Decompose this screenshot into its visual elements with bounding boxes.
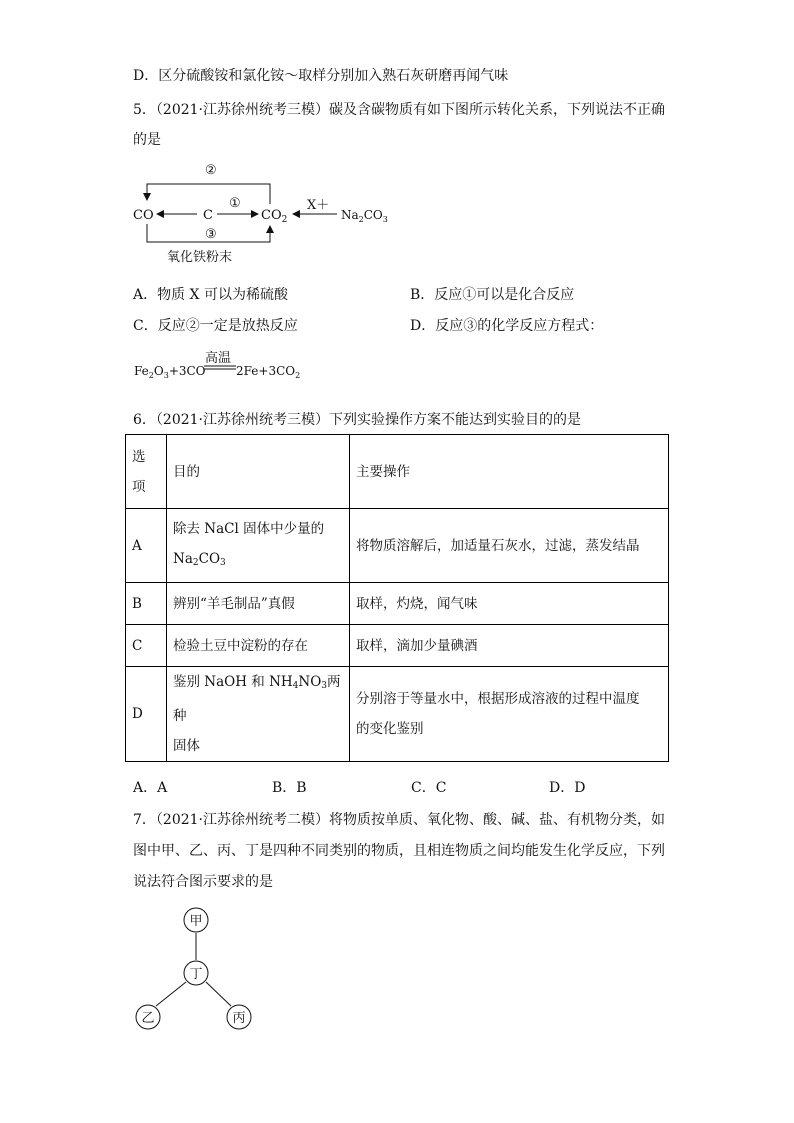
svg-text:乙: 乙 (141, 1011, 155, 1026)
q6-choice-b: B．B (272, 780, 307, 796)
q5-option-c: C．反应②一定是放热反应 (133, 318, 298, 334)
q5-carbon-diagram (125, 158, 425, 270)
q5-option-b: B．反应①可以是化合反应 (410, 287, 575, 303)
svg-text:丙: 丙 (232, 1011, 246, 1026)
header-operation: 主要操作 (350, 435, 669, 509)
q7-relation-diagram (130, 902, 260, 1034)
q5-stem-line2: 的是 (133, 132, 161, 148)
q7-stem-line1: 7．（2021·江苏徐州统考二模）将物质按单质、氧化物、酸、碱、盐、有机物分类，如 (133, 812, 665, 828)
row-a-operation: 将物质溶解后，加适量石灰水，过滤，蒸发结晶 (350, 509, 669, 583)
formula-co2: $CO_2$ (261, 208, 288, 225)
formula-c: C (203, 208, 213, 223)
row-b-purpose: 辨别“羊毛制品”真假 (167, 583, 350, 625)
table-row (126, 667, 669, 762)
node-yi (136, 1005, 160, 1029)
q6-choice-d: D．D (549, 780, 586, 796)
label-2: ② (205, 163, 217, 178)
row-d-option: D (126, 667, 167, 762)
row-c-operation: 取样，滴加少量碘酒 (350, 625, 669, 667)
q6-stem: 6．（2021·江苏徐州统考三模）下列实验操作方案不能达到实验目的的是 (133, 412, 581, 428)
formula-na2co3: $Na_2CO_3$ (341, 208, 388, 224)
row-d-purpose: 鉴别 NaOH 和 $NH_4NO_3$两种 固体 (167, 667, 350, 762)
table-row (126, 625, 669, 667)
q6-choice-a: A．A (133, 780, 168, 796)
label-3: ③ (205, 227, 217, 242)
header-option: 选 项 (126, 435, 167, 509)
svg-text:2Fe+3CO2: $2Fe+3CO_2$ (236, 364, 301, 380)
equation-condition: 高温 (205, 351, 232, 366)
row-d-operation: 分别溶于等量水中，根据形成溶液的过程中温度 的变化鉴别 (350, 667, 669, 762)
node-bing (227, 1005, 251, 1029)
header-purpose: 目的 (167, 435, 350, 509)
table-row (126, 583, 669, 625)
svg-text:丁: 丁 (189, 967, 203, 982)
q7-stem-line3: 说法符合图示要求的是 (133, 874, 273, 890)
q5-option-a: A．物质 X 可以为稀硫酸 (133, 287, 288, 303)
node-ding (184, 961, 208, 985)
row-c-purpose: 检验土豆中淀粉的存在 (167, 625, 350, 667)
q7-stem-line2: 图中甲、乙、丙、丁是四种不同类别的物质，且相连物质之间均能发生化学反应，下列 (133, 843, 665, 859)
svg-text:Fe2O3+3CO: $Fe_2O_3+3CO$ (134, 364, 206, 380)
arrow-reaction-2 (147, 184, 270, 204)
svg-text:甲: 甲 (189, 914, 203, 929)
label-x-plus: X＋ (307, 198, 330, 213)
label-iron-oxide: 氧化铁粉末 (167, 250, 233, 265)
q6-table (125, 434, 669, 762)
link-ding-bing (206, 982, 231, 1006)
q4-option-d: D．区分硫酸铵和氯化铵～取样分别加入熟石灰研磨再闻气味 (133, 68, 509, 84)
link-ding-yi (156, 982, 186, 1006)
node-jia (184, 908, 208, 932)
formula-co: CO (133, 208, 154, 223)
row-b-option: B (126, 583, 167, 625)
table-header-row (126, 435, 669, 509)
q5-option-d: D．反应③的化学反应方程式： (410, 318, 604, 334)
table-row (126, 509, 669, 583)
row-c-option: C (126, 625, 167, 667)
label-1: ① (229, 196, 241, 211)
q6-choice-c: C．C (411, 780, 447, 796)
q5-stem-line1: 5．（2021·江苏徐州统考三模）碳及含碳物质有如下图所示转化关系，下列说法不正确 (133, 102, 665, 118)
row-a-option: A (126, 509, 167, 583)
q5-equation (132, 348, 312, 384)
row-a-purpose: 除去 NaCl 固体中少量的 $Na_2CO_3$ (167, 509, 350, 583)
row-b-operation: 取样，灼烧，闻气味 (350, 583, 669, 625)
